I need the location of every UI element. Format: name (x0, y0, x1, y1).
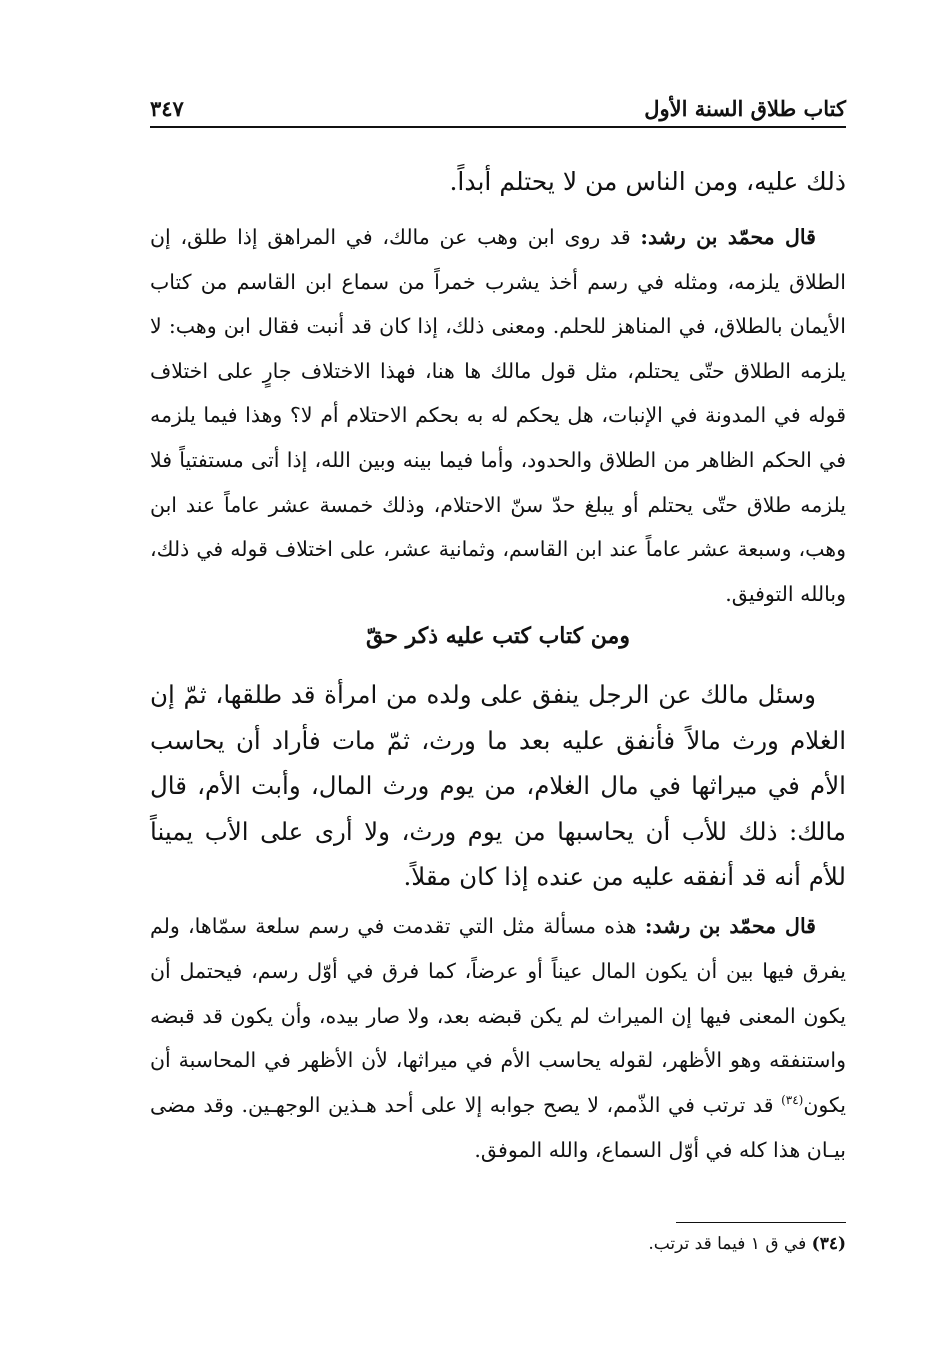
question-text: وسئل مالك عن الرجل ينفق على ولده من امرأة قد طلقها، ثمّ إن الغلام ورث مالاً فأنفق عليه بعد ما ورث، ثمّ مات فأراد أن يحاسب الأم في ميراثها في مال الغلام، من يوم ورث المال، وأبت الأم، قال مالك: ذلك للأب أن يحاسبها من يوم ورث، ولا أرى على الأب يميناً للأم أنه قد أنفقه عليه من عنده إذا كان مقلاً. (150, 680, 846, 892)
opening-line-text: ذلك عليه، ومن الناس من لا يحتلم أبداً. (449, 167, 846, 196)
opening-line (150, 156, 846, 208)
commentator-name: قال محمّد بن رشد: (644, 914, 816, 938)
footnote-number: (٣٤) (811, 1234, 846, 1254)
question-paragraph (150, 672, 846, 900)
page-number: ٣٤٧ (150, 95, 184, 121)
header-rule (150, 126, 846, 128)
commentary-paragraph-2 (150, 904, 846, 1173)
commentary-paragraph-1 (150, 215, 846, 616)
commentary-text: قد روى ابن وهب عن مالك، في المراهق إذا طلق، إن الطلاق يلزمه، ومثله في رسم أخذ يشرب خمراً من سماع ابن القاسم من كتاب الأيمان بالطلاق، في المناهز للحلم. ومعنى ذلك، إذا كان قد أنبت فقال ابن وهب: لا يلزمه الطلاق حتّى يحتلم، مثل قول مالك ها هنا، فهذا الاختلاف جارٍ على اختلاف قوله في المدونة في الإنبات، هل يحكم له به بحكم الاحتلام أم لا؟ وهذا فيما يلزمه في الحكم الظاهر من الطلاق والحدود، وأما فيما بينه وبين الله، إذا أتى مستفتياً فلا يلزمه طلاق حتّى يحتلم أو يبلغ حدّ سنّ الاحتلام، وذلك خمسة عشر عاماً عند ابن وهب، وسبعة عشر عاماً عند ابن القاسم، وثمانية عشر، على اختلاف قوله في ذلك، وبالله التوفيق. (150, 225, 846, 606)
commentary-text-continued: قد ترتب في الذّمم، لا يصح جوابه إلا على أحد هـذين الوجهـين. وقد مضى بيـان هذا كله في أوّل السماع، والله الموفق. (150, 1093, 846, 1162)
book-title: كتاب طلاق السنة الأول (644, 95, 846, 121)
commentator-name: قال محمّد بن رشد: (640, 225, 816, 249)
running-head (150, 92, 846, 124)
section-heading: ومن كتاب كتب عليه ذكر حقّ (366, 623, 630, 649)
commentary-text: هذه مسألة مثل التي تقدمت في رسم سلعة سمّاها، ولم يفرق فيها بين أن يكون المال عيناً أو عرضاً، كما فرق في أوّل رسم، فيحتمل أن يكون المعنى فيها إن الميراث لم يكن قبضه بعد، ولا صار بيده، وأن يكون قد قبضه واستنفقه وهو الأظهر، لقوله يحاسب الأم في ميراثها، لأن الأظهر في المحاسبة أن يكون (150, 914, 846, 1118)
footnote-rule (676, 1222, 846, 1223)
footnote (150, 1229, 846, 1259)
footnote-text: في ق ١ فيما قد ترتب. (648, 1234, 807, 1254)
footnote-reference: (٣٤) (781, 1093, 804, 1108)
